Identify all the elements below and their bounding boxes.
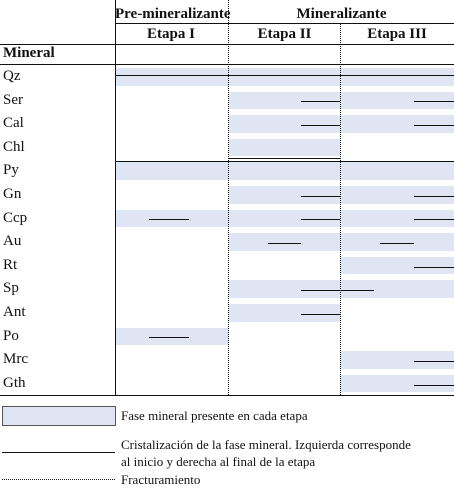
table-bottom-rule bbox=[0, 395, 454, 396]
legend-line-label-1: Cristalización de la fase mineral. Izquierda corresponde bbox=[121, 437, 411, 452]
mineral-label: Ser bbox=[3, 91, 23, 108]
crystallization-line bbox=[414, 385, 454, 386]
fracture-divider-2 bbox=[340, 24, 341, 395]
cell-shade bbox=[229, 233, 340, 251]
crystallization-line bbox=[414, 196, 454, 197]
cell-shade bbox=[115, 328, 229, 346]
crystallization-line bbox=[301, 125, 340, 126]
crystallization-line bbox=[301, 219, 340, 220]
crystallization-line bbox=[229, 158, 340, 159]
cell-shade bbox=[340, 280, 454, 298]
crystallization-line bbox=[380, 243, 414, 244]
cell-shade bbox=[229, 68, 340, 86]
cell-shade bbox=[340, 162, 454, 180]
cell-shade bbox=[340, 210, 454, 228]
cell-shade bbox=[115, 162, 229, 180]
legend-line-label-2: al inicio y derecha al final de la etapa bbox=[121, 454, 316, 469]
mineral-column-header: Mineral bbox=[3, 45, 55, 61]
cell-shade bbox=[340, 115, 454, 133]
crystallization-line bbox=[115, 161, 454, 162]
mineral-label: Mrc bbox=[3, 351, 28, 368]
legend-dotted-label: Fracturamiento bbox=[121, 472, 201, 487]
crystallization-line bbox=[414, 101, 454, 102]
group-header-mineralizante: Mineralizante bbox=[296, 6, 387, 22]
mineral-label: Ccp bbox=[3, 209, 28, 226]
cell-shade bbox=[229, 304, 340, 322]
crystallization-line bbox=[149, 219, 189, 220]
header-rule-groups bbox=[115, 23, 454, 24]
legend-shade-label: Fase mineral presente en cada etapa bbox=[121, 408, 308, 423]
legend-line-swatch bbox=[2, 452, 115, 453]
crystallization-line bbox=[115, 75, 454, 76]
crystallization-line bbox=[301, 101, 340, 102]
mineral-label: Au bbox=[3, 233, 22, 250]
crystallization-line bbox=[301, 196, 340, 197]
header-rule-stages bbox=[0, 44, 454, 45]
fracture-divider-1 bbox=[228, 0, 229, 395]
legend-dotted-swatch bbox=[2, 479, 115, 480]
cell-shade bbox=[340, 351, 454, 369]
mineral-label: Sp bbox=[3, 280, 19, 297]
cell-shade bbox=[229, 280, 340, 298]
mineral-label: Py bbox=[3, 162, 19, 179]
cell-shade bbox=[340, 257, 454, 275]
cell-shade bbox=[229, 115, 340, 133]
cell-shade bbox=[340, 375, 454, 393]
cell-shade bbox=[340, 68, 454, 86]
crystallization-line bbox=[301, 314, 340, 315]
cell-shade bbox=[340, 92, 454, 110]
crystallization-line bbox=[414, 267, 454, 268]
cell-shade bbox=[229, 186, 340, 204]
cell-shade bbox=[340, 186, 454, 204]
crystallization-line bbox=[268, 243, 301, 244]
legend-shade-swatch bbox=[2, 406, 116, 426]
cell-shade bbox=[229, 92, 340, 110]
mineral-label: Gth bbox=[3, 374, 26, 391]
stage-header-3: Etapa III bbox=[367, 26, 427, 42]
cell-shade bbox=[229, 162, 340, 180]
stage-header-1: Etapa I bbox=[147, 26, 195, 42]
mineral-label: Po bbox=[3, 327, 19, 344]
mineral-label: Ant bbox=[3, 304, 26, 320]
crystallization-line bbox=[414, 219, 454, 220]
mineral-label: Rt bbox=[3, 256, 18, 273]
cell-shade bbox=[229, 139, 340, 157]
cell-shade bbox=[115, 68, 229, 86]
mineral-label: Gn bbox=[3, 186, 22, 202]
cell-shade bbox=[340, 233, 454, 251]
stage-header-2: Etapa II bbox=[257, 26, 312, 42]
cell-shade bbox=[115, 210, 229, 228]
stage-column-border bbox=[115, 0, 116, 395]
group-header-pre-mineralizante: Pre-mineralizante bbox=[115, 6, 231, 22]
crystallization-line bbox=[149, 337, 189, 338]
cell-shade bbox=[229, 210, 340, 228]
mineral-label: Cal bbox=[3, 115, 24, 132]
crystallization-line bbox=[414, 125, 454, 126]
crystallization-line bbox=[414, 361, 454, 362]
mineral-label: Qz bbox=[3, 68, 21, 84]
mineral-label: Chl bbox=[3, 138, 25, 155]
crystallization-line bbox=[301, 290, 374, 291]
header-rule-mineral bbox=[0, 64, 454, 65]
